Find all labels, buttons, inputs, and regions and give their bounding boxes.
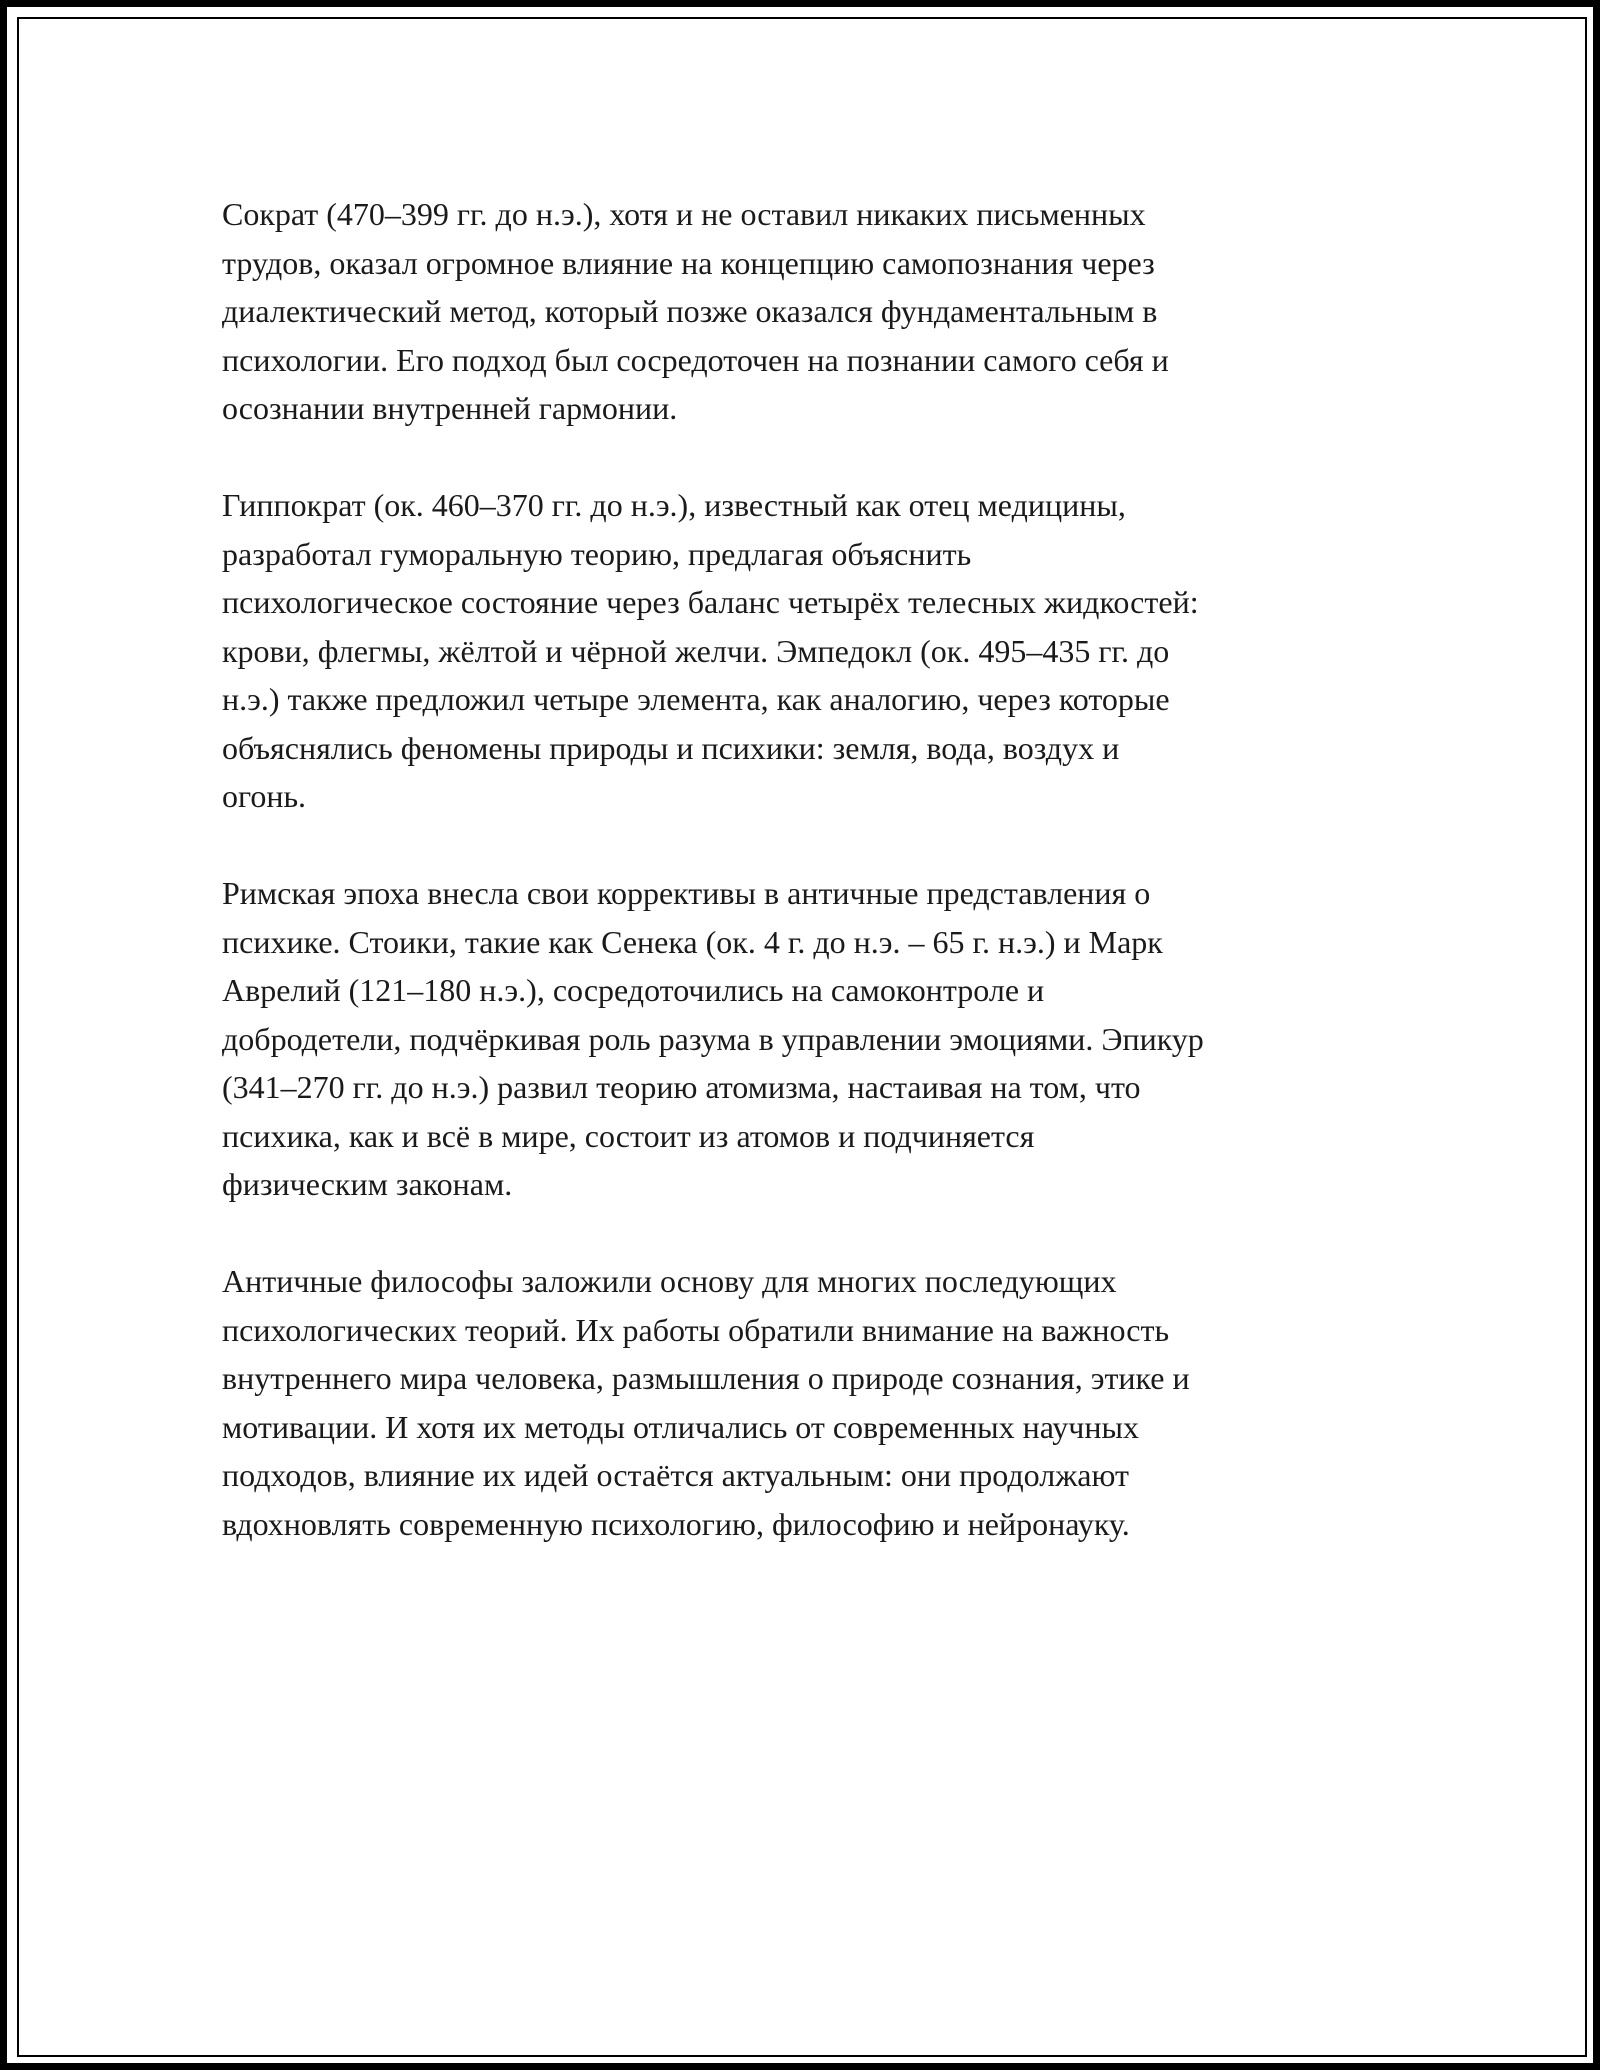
document-body	[222, 190, 1392, 1548]
paragraph-line: диалектический метод, который позже оказался фундаментальным в	[222, 293, 1158, 329]
paragraph-line: психологических теорий. Их работы обратили внимание на важность	[222, 1311, 1170, 1348]
paragraph-line: добродетели, подчёркивая роль разума в управлении эмоциями. Эпикур	[222, 1020, 1204, 1057]
paragraph-line: Сократ (470–399 гг. до н.э.), хотя и не оставил никаких письменных	[222, 196, 1146, 232]
paragraph-line: разработал гуморальную теорию, предлагая объяснить	[222, 535, 972, 572]
paragraph-line: трудов, оказал огромное влияние на концепцию самопознания через	[222, 244, 1155, 281]
paragraph-conclusion	[222, 1257, 1392, 1548]
paragraph-line: психике. Стоики, такие как Сенека (ок. 4 г. до н.э. – 65 г. н.э.) и Марк	[222, 923, 1163, 960]
paragraph-line: н.э.) также предложил четыре элемента, как аналогию, через которые	[222, 681, 1170, 717]
paragraph-roman-era	[222, 869, 1392, 1209]
paragraph-line: мотивации. И хотя их методы отличались от современных научных	[222, 1408, 1139, 1445]
paragraph-line: объяснялись феномены природы и психики: земля, вода, воздух и	[222, 729, 1120, 766]
paragraph-line: Аврелий (121–180 н.э.), сосредоточились на самоконтроле и	[222, 972, 1045, 1008]
paragraph-line: внутреннего мира человека, размышления о природе сознания, этике и	[222, 1360, 1190, 1396]
paragraph-line: вдохновлять современную психологию, философию и нейронауку.	[222, 1505, 1130, 1542]
paragraph-line: психика, как и всё в мире, состоит из атомов и подчиняется	[222, 1117, 1035, 1154]
paragraph-line: психологии. Его подход был сосредоточен на познании самого себя и	[222, 341, 1169, 378]
paragraph-line: подходов, влияние их идей остаётся актуальным: они продолжают	[222, 1457, 1129, 1493]
paragraph-line: Античные философы заложили основу для многих последующих	[222, 1263, 1117, 1299]
paragraph-line: крови, флегмы, жёлтой и чёрной желчи. Эмпедокл (ок. 495–435 гг. до	[222, 632, 1170, 669]
paragraph-hippocrates	[222, 481, 1392, 821]
paragraph-line: огонь.	[222, 778, 307, 814]
paragraph-line: (341–270 гг. до н.э.) развил теорию атомизма, настаивая на том, что	[222, 1069, 1141, 1105]
paragraph-line: осознании внутренней гармонии.	[222, 390, 678, 426]
paragraph-line: Гиппократ (ок. 460–370 гг. до н.э.), известный как отец медицины,	[222, 487, 1126, 523]
paragraph-socrates	[222, 190, 1392, 433]
paragraph-line: психологическое состояние через баланс четырёх телесных жидкостей:	[222, 584, 1199, 620]
paragraph-line: физическим законам.	[222, 1166, 513, 1202]
paragraph-line: Римская эпоха внесла свои коррективы в античные представления о	[222, 875, 1151, 911]
